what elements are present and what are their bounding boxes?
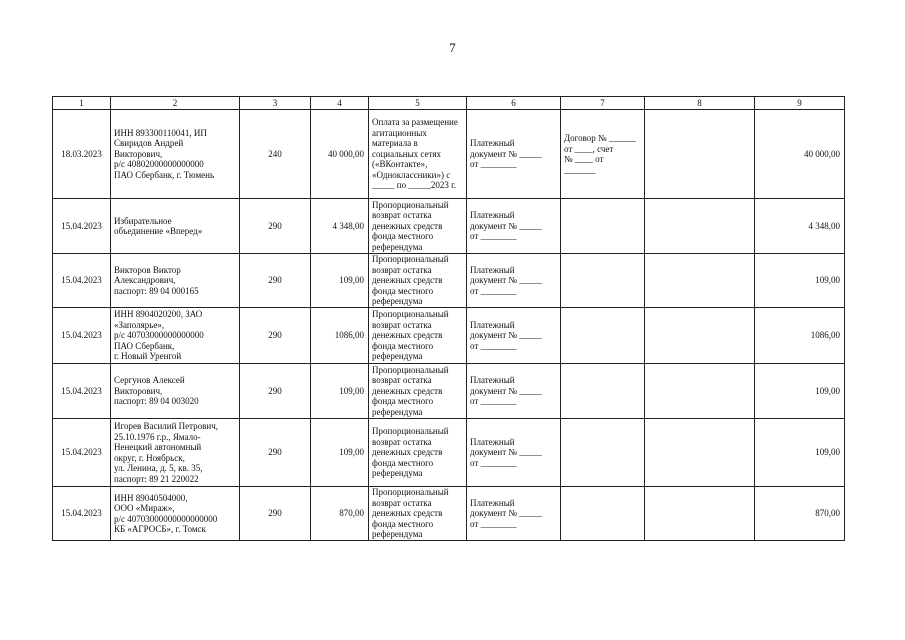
expenditure-table (52, 96, 845, 541)
column-header: 3 (240, 97, 311, 110)
payment-doc-cell: Платежный документ № _____ от ________ (467, 308, 561, 364)
column-header: 8 (645, 97, 755, 110)
contract-cell (561, 254, 645, 308)
amount-cell: 1086,00 (311, 308, 369, 364)
column-8-cell (645, 254, 755, 308)
purpose-cell: Пропорциональный возврат остатка денежных средств фонда местного референдума (369, 487, 467, 541)
purpose-cell: Оплата за размещение агитационных материала в социальных сетях («ВКонтакте», «Одноклассники») с _____ по _____2023 г. (369, 110, 467, 199)
code-cell: 290 (240, 364, 311, 419)
purpose-cell: Пропорциональный возврат остатка денежных средств фонда местного референдума (369, 199, 467, 254)
column-8-cell (645, 364, 755, 419)
column-header: 4 (311, 97, 369, 110)
payee-cell: Викторов Виктор Александрович, паспорт: 89 04 000165 (111, 254, 240, 308)
date-cell: 15.04.2023 (53, 487, 111, 541)
code-cell: 290 (240, 419, 311, 487)
column-8-cell (645, 487, 755, 541)
purpose-cell: Пропорциональный возврат остатка денежных средств фонда местного референдума (369, 419, 467, 487)
payment-doc-cell: Платежный документ № _____ от ________ (467, 419, 561, 487)
amount-cell: 109,00 (311, 364, 369, 419)
purpose-cell: Пропорциональный возврат остатка денежных средств фонда местного референдума (369, 308, 467, 364)
code-cell: 290 (240, 199, 311, 254)
total-cell: 870,00 (755, 487, 845, 541)
column-8-cell (645, 199, 755, 254)
table-row (53, 199, 845, 254)
code-cell: 290 (240, 487, 311, 541)
column-header: 5 (369, 97, 467, 110)
table-row (53, 419, 845, 487)
total-cell: 4 348,00 (755, 199, 845, 254)
contract-cell (561, 364, 645, 419)
page-number: 7 (449, 40, 456, 55)
column-header: 2 (111, 97, 240, 110)
date-cell: 15.04.2023 (53, 199, 111, 254)
code-cell: 290 (240, 254, 311, 308)
table-row (53, 364, 845, 419)
column-header: 6 (467, 97, 561, 110)
column-header: 1 (53, 97, 111, 110)
amount-cell: 870,00 (311, 487, 369, 541)
purpose-cell: Пропорциональный возврат остатка денежных средств фонда местного референдума (369, 254, 467, 308)
purpose-cell: Пропорциональный возврат остатка денежных средств фонда местного референдума (369, 364, 467, 419)
table-row (53, 254, 845, 308)
table-row (53, 487, 845, 541)
code-cell: 290 (240, 308, 311, 364)
payment-doc-cell: Платежный документ № _____ от ________ (467, 254, 561, 308)
payment-doc-cell: Платежный документ № _____ от ________ (467, 199, 561, 254)
contract-cell (561, 308, 645, 364)
total-cell: 1086,00 (755, 308, 845, 364)
column-header: 7 (561, 97, 645, 110)
payee-cell: ИНН 89040504000, ООО «Мираж», р/с 40703000000000000000 КБ «АГРОСБ», г. Томск (111, 487, 240, 541)
table-header-row (53, 97, 845, 110)
amount-cell: 4 348,00 (311, 199, 369, 254)
column-8-cell (645, 419, 755, 487)
table-row (53, 110, 845, 199)
total-cell: 109,00 (755, 364, 845, 419)
payment-doc-cell: Платежный документ № _____ от ________ (467, 364, 561, 419)
amount-cell: 109,00 (311, 254, 369, 308)
date-cell: 18.03.2023 (53, 110, 111, 199)
payee-cell: Избирательное объединение «Вперед» (111, 199, 240, 254)
payee-cell: ИНН 8904020200, ЗАО «Заполярье», р/с 40703000000000000 ПАО Сбербанк, г. Новый Уренгой (111, 308, 240, 364)
contract-cell (561, 199, 645, 254)
total-cell: 109,00 (755, 254, 845, 308)
contract-cell (561, 487, 645, 541)
date-cell: 15.04.2023 (53, 254, 111, 308)
payee-cell: Игорев Василий Петрович, 25.10.1976 г.р., Ямало- Ненецкий автономный округ, г. Ноябрьск, ул. Ленина, д. 5, кв. 35, паспорт: 89 21 220022 (111, 419, 240, 487)
date-cell: 15.04.2023 (53, 308, 111, 364)
total-cell: 109,00 (755, 419, 845, 487)
table-row (53, 308, 845, 364)
amount-cell: 109,00 (311, 419, 369, 487)
contract-cell: Договор № ______ от ____, счет № ____ от _______ (561, 110, 645, 199)
payee-cell: ИНН 893300110041, ИП Свиридов Андрей Викторович, р/с 40802000000000000 ПАО Сбербанк, г. Тюмень (111, 110, 240, 199)
payee-cell: Сергунов Алексей Викторович, паспорт: 89 04 003020 (111, 364, 240, 419)
total-cell: 40 000,00 (755, 110, 845, 199)
column-header: 9 (755, 97, 845, 110)
payment-doc-cell: Платежный документ № _____ от ________ (467, 110, 561, 199)
amount-cell: 40 000,00 (311, 110, 369, 199)
payment-doc-cell: Платежный документ № _____ от ________ (467, 487, 561, 541)
contract-cell (561, 419, 645, 487)
date-cell: 15.04.2023 (53, 419, 111, 487)
column-8-cell (645, 308, 755, 364)
code-cell: 240 (240, 110, 311, 199)
date-cell: 15.04.2023 (53, 364, 111, 419)
column-8-cell (645, 110, 755, 199)
